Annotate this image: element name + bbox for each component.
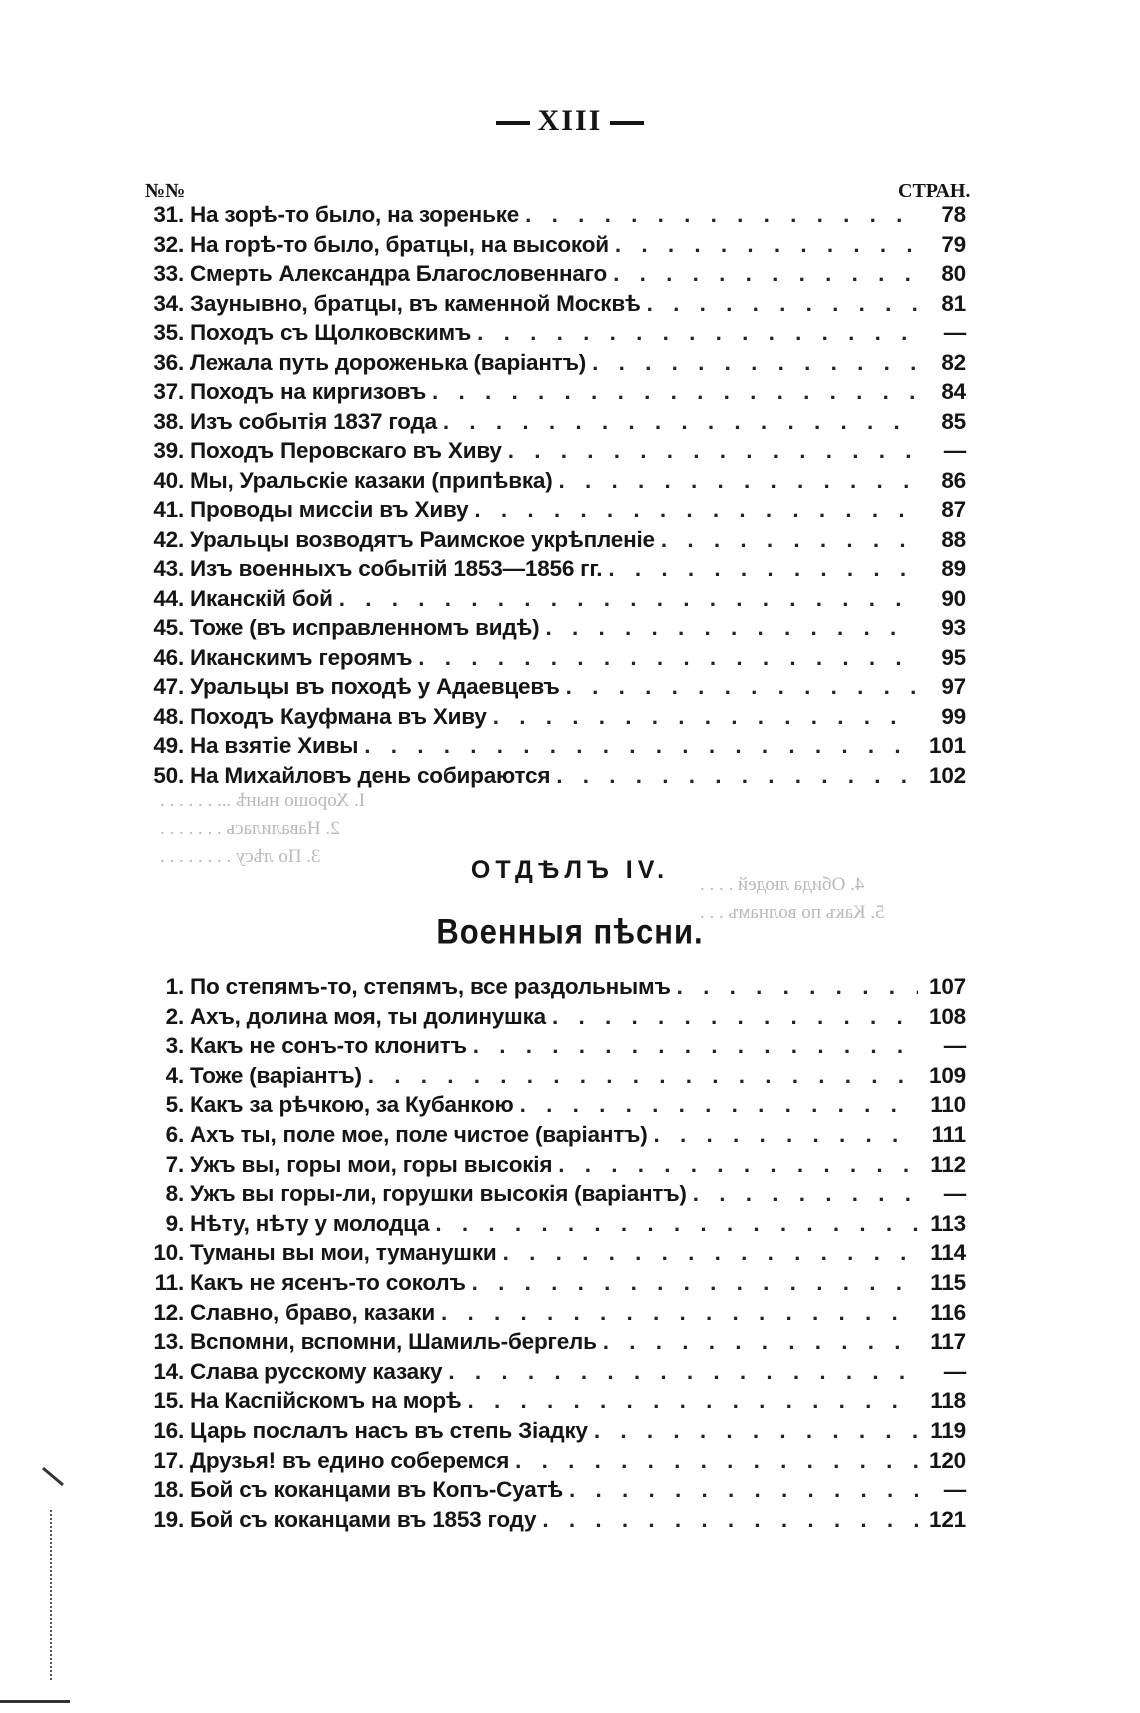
page-number-text: XIII <box>537 104 603 137</box>
toc-entry <box>140 763 966 793</box>
entry-page: 85 <box>941 408 966 434</box>
toc-entry <box>140 350 966 380</box>
entry-page: 102 <box>929 762 966 788</box>
leader-dots <box>546 1004 918 1030</box>
toc-entry <box>140 1122 966 1152</box>
entry-number: 49. <box>153 733 184 758</box>
leader-dots <box>607 261 918 287</box>
leader-dots <box>687 1181 918 1207</box>
entry-page: 120 <box>929 1447 966 1473</box>
margin-pencil-mark <box>42 1467 64 1486</box>
toc-entry <box>140 1448 966 1478</box>
leader-dots <box>648 1122 918 1148</box>
entry-title: Друзья! въ едино соберемся <box>190 1447 510 1473</box>
entry-title: Ахъ, долина моя, ты долинушка <box>190 1003 546 1029</box>
toc-entry <box>140 1388 966 1418</box>
toc-entry <box>140 527 966 557</box>
page-number <box>0 104 1140 138</box>
toc-entry <box>140 232 966 262</box>
entry-page: 113 <box>930 1210 966 1236</box>
leader-dots <box>671 974 918 1000</box>
entry-title: Какъ не сонъ-то клонитъ <box>190 1033 467 1059</box>
entry-number: 37. <box>153 379 184 404</box>
toc-entry <box>140 1270 966 1300</box>
toc-entry <box>140 468 966 498</box>
entry-title: Нѣту, нѣту у молодца <box>190 1210 430 1236</box>
entry-number: 16. <box>153 1417 184 1443</box>
entry-title: Изъ военныхъ событій 1853—1856 гг. <box>190 556 603 581</box>
leader-dots <box>466 1270 918 1296</box>
entry-number: 50. <box>153 762 184 788</box>
entry-number: 48. <box>153 703 184 729</box>
leader-dots <box>426 379 918 405</box>
entry-title: Походъ на киргизовъ <box>190 379 427 404</box>
entry-page: 109 <box>929 1062 966 1088</box>
bleed-through-text: 4. Обида людей . . . . <box>700 874 865 895</box>
leader-dots <box>412 645 918 671</box>
entry-number: 9. <box>165 1210 184 1236</box>
toc-entry <box>140 202 966 232</box>
entry-number: 36. <box>153 349 184 375</box>
column-header-number: №№ <box>145 180 186 202</box>
entry-page: 119 <box>930 1417 966 1443</box>
entry-number: 12. <box>153 1299 184 1325</box>
entry-number: 18. <box>153 1477 184 1503</box>
section-subtitle: Военныя пѣсни. <box>436 911 704 952</box>
toc-entry <box>140 1359 966 1389</box>
entry-number: 31. <box>153 202 184 227</box>
leader-dots <box>487 704 918 730</box>
entry-title: Смерть Александра Благословеннаго <box>190 261 608 286</box>
toc-entry <box>140 733 966 763</box>
entry-title: На Михайловъ день собираются <box>190 762 551 788</box>
entry-page: 112 <box>930 1151 966 1177</box>
toc-list-top <box>140 202 966 792</box>
entry-page: 81 <box>941 290 966 316</box>
folio-dash-left <box>496 121 530 125</box>
toc-entry <box>140 497 966 527</box>
entry-title: Бой съ коканцами въ 1853 году <box>190 1506 537 1532</box>
toc-entry <box>140 438 966 468</box>
leader-dots <box>602 556 918 582</box>
toc-entry <box>140 1063 966 1093</box>
leader-dots <box>514 1092 918 1118</box>
bleed-through-text: I. Хорошо нынѣ ... . . . . . . <box>160 790 366 811</box>
toc-entry <box>140 1092 966 1122</box>
entry-number: 41. <box>153 497 184 522</box>
entry-number: 17. <box>153 1447 184 1473</box>
entry-number: 33. <box>153 261 184 286</box>
entry-number: 5. <box>165 1092 184 1118</box>
entry-number: 14. <box>153 1358 184 1384</box>
entry-number: 46. <box>153 644 184 670</box>
toc-entry <box>140 1004 966 1034</box>
entry-number: 43. <box>153 556 184 581</box>
leader-dots <box>497 1240 918 1266</box>
toc-entry <box>140 586 966 616</box>
entry-page: 84 <box>941 379 966 404</box>
entry-number: 7. <box>165 1151 184 1177</box>
entry-number: 15. <box>153 1388 184 1414</box>
entry-title: Слава русскому казаку <box>190 1358 443 1384</box>
entry-title: Ужъ вы, горы мои, горы высокія <box>190 1151 553 1177</box>
entry-page: 107 <box>929 974 966 999</box>
entry-title: Ахъ ты, поле мое, поле чистое (варіантъ) <box>190 1121 648 1147</box>
entry-page: 95 <box>941 644 966 670</box>
leader-dots <box>502 438 918 464</box>
toc-entry <box>140 674 966 704</box>
leader-dots <box>437 409 918 435</box>
entry-title: Лежала путь дороженька (варіантъ) <box>190 349 587 375</box>
entry-page: 90 <box>941 585 966 611</box>
leader-dots <box>588 1418 918 1444</box>
entry-page: 89 <box>941 556 966 581</box>
leader-dots <box>553 468 918 494</box>
entry-page: 99 <box>941 703 966 729</box>
entry-title: Ужъ вы горы-ли, горушки высокія (варіантъ) <box>190 1181 687 1207</box>
entry-title: Изъ событія 1837 года <box>190 408 437 434</box>
entry-title: Уральцы возводятъ Раимское укрѣпленіе <box>190 526 655 552</box>
entry-title: На Каспійскомъ на морѣ <box>190 1388 462 1414</box>
entry-title: Славно, браво, казаки <box>190 1299 436 1325</box>
leader-dots <box>519 202 918 228</box>
entry-number: 42. <box>153 526 184 552</box>
entry-title: Какъ не ясенъ-то соколъ <box>190 1269 466 1295</box>
leader-dots <box>550 763 918 789</box>
toc-entry <box>140 1300 966 1330</box>
folio-dash-right <box>610 121 644 125</box>
entry-number: 2. <box>165 1003 184 1029</box>
leader-dots <box>435 1300 918 1326</box>
entry-page: 118 <box>930 1388 966 1414</box>
leader-dots <box>442 1359 918 1385</box>
toc-entry <box>140 1507 966 1537</box>
entry-title: Мы, Уральскіе казаки (припѣвка) <box>190 467 553 493</box>
entry-page: — <box>943 1477 966 1503</box>
bleed-through-text: 5. Какъ по волнамъ . . . <box>700 902 885 923</box>
leader-dots <box>552 1152 918 1178</box>
entry-page: 78 <box>941 202 966 227</box>
toc-entry <box>140 261 966 291</box>
entry-number: 1. <box>165 974 184 999</box>
toc-entry <box>140 1211 966 1241</box>
entry-page: 88 <box>941 526 966 552</box>
entry-number: 4. <box>165 1062 184 1088</box>
entry-number: 35. <box>153 320 184 345</box>
leader-dots <box>358 733 918 759</box>
entry-number: 11. <box>154 1269 184 1295</box>
entry-number: 45. <box>153 615 184 640</box>
entry-title: Походъ съ Щолковскимъ <box>190 320 472 345</box>
toc-entry <box>140 1477 966 1507</box>
entry-page: 111 <box>931 1121 966 1147</box>
toc-entry <box>140 1418 966 1448</box>
leader-dots <box>655 527 918 553</box>
entry-number: 40. <box>153 467 184 493</box>
leader-dots <box>563 1477 918 1503</box>
entry-title: На зорѣ-то было, на зореньке <box>190 202 520 227</box>
bleed-through-text: 2. Навалилась . . . . . . . <box>160 818 340 839</box>
entry-page: — <box>943 1181 966 1207</box>
toc-entry <box>140 556 966 586</box>
bleed-through-text: 3. По лѣсу . . . . . . . . <box>160 846 321 867</box>
entry-title: Иканскимъ героямъ <box>190 644 413 670</box>
entry-title: Бой съ коканцами въ Копъ-Суатѣ <box>190 1477 563 1503</box>
entry-number: 39. <box>153 438 184 463</box>
leader-dots <box>333 586 918 612</box>
leader-dots <box>468 497 918 523</box>
entry-title: Уральцы въ походѣ у Адаевцевъ <box>190 674 560 699</box>
toc-entry <box>140 1329 966 1359</box>
column-header-page: СТРАН. <box>898 180 971 202</box>
entry-number: 32. <box>153 231 184 257</box>
entry-page: — <box>943 320 966 345</box>
entry-number: 34. <box>153 290 184 316</box>
entry-number: 44. <box>153 585 184 611</box>
entry-page: — <box>943 1358 966 1384</box>
toc-entry <box>140 1181 966 1211</box>
entry-number: 19. <box>153 1506 184 1532</box>
leader-dots <box>536 1507 918 1533</box>
entry-page: 87 <box>941 497 966 522</box>
entry-number: 13. <box>153 1329 184 1355</box>
entry-page: — <box>943 1033 966 1059</box>
leader-dots <box>597 1329 918 1355</box>
toc-entry <box>140 320 966 350</box>
entry-page: 101 <box>929 733 966 758</box>
leader-dots <box>586 350 918 376</box>
entry-title: На горѣ-то было, братцы, на высокой <box>190 231 609 257</box>
entry-number: 3. <box>165 1033 184 1059</box>
toc-entry <box>140 1033 966 1063</box>
toc-list-section-iv <box>140 974 966 1536</box>
entry-title: Походъ Кауфмана въ Хиву <box>190 703 487 729</box>
leader-dots <box>509 1448 918 1474</box>
entry-page: 80 <box>941 261 966 286</box>
toc-entry <box>140 1152 966 1182</box>
entry-title: Вспомни, вспомни, Шамиль-бергель <box>190 1329 597 1355</box>
leader-dots <box>429 1211 918 1237</box>
section-heading: ОТДѢЛЪ IV. <box>470 856 670 884</box>
entry-title: Туманы вы мои, туманушки <box>190 1240 497 1266</box>
entry-page: — <box>943 438 966 463</box>
entry-number: 38. <box>153 408 184 434</box>
toc-entry <box>140 974 966 1004</box>
leader-dots <box>539 615 918 641</box>
margin-pencil-line <box>50 1510 66 1680</box>
entry-number: 47. <box>153 674 184 699</box>
entry-title: Иканскій бой <box>190 585 333 611</box>
entry-page: 121 <box>929 1506 966 1532</box>
leader-dots <box>471 320 918 346</box>
entry-number: 8. <box>165 1181 184 1207</box>
entry-title: Тоже (варіантъ) <box>190 1062 362 1088</box>
entry-number: 10. <box>153 1240 184 1266</box>
toc-entry <box>140 409 966 439</box>
entry-page: 86 <box>941 467 966 493</box>
entry-title: Царь послалъ насъ въ степь Зіадку <box>190 1417 588 1443</box>
leader-dots <box>462 1388 918 1414</box>
entry-title: Тоже (въ исправленномъ видѣ) <box>190 615 540 640</box>
entry-title: Походъ Перовскаго въ Хиву <box>190 438 502 463</box>
entry-page: 93 <box>941 615 966 640</box>
entry-title: По степямъ-то, степямъ, все раздольнымъ <box>190 974 671 999</box>
toc-entry <box>140 645 966 675</box>
entry-page: 117 <box>930 1329 966 1355</box>
entry-page: 115 <box>930 1269 966 1295</box>
toc-entry <box>140 704 966 734</box>
entry-page: 82 <box>941 349 966 375</box>
entry-page: 97 <box>941 674 966 699</box>
entry-page: 116 <box>930 1299 966 1325</box>
toc-entry <box>140 615 966 645</box>
toc-entry <box>140 1240 966 1270</box>
entry-title: Проводы миссіи въ Хиву <box>190 497 469 522</box>
toc-entry <box>140 291 966 321</box>
entry-page: 114 <box>930 1240 966 1266</box>
leader-dots <box>641 291 918 317</box>
toc-entry <box>140 379 966 409</box>
leader-dots <box>560 674 918 700</box>
leader-dots <box>467 1033 918 1059</box>
entry-number: 6. <box>165 1121 184 1147</box>
entry-title: Заунывно, братцы, въ каменной Москвѣ <box>190 290 641 316</box>
leader-dots <box>609 232 918 258</box>
entry-title: На взятіе Хивы <box>190 733 359 758</box>
page-edge-line <box>0 1700 70 1703</box>
entry-title: Какъ за рѣчкою, за Кубанкою <box>190 1092 514 1118</box>
entry-page: 110 <box>930 1092 966 1118</box>
entry-page: 108 <box>929 1003 966 1029</box>
leader-dots <box>362 1063 918 1089</box>
entry-page: 79 <box>941 231 966 257</box>
